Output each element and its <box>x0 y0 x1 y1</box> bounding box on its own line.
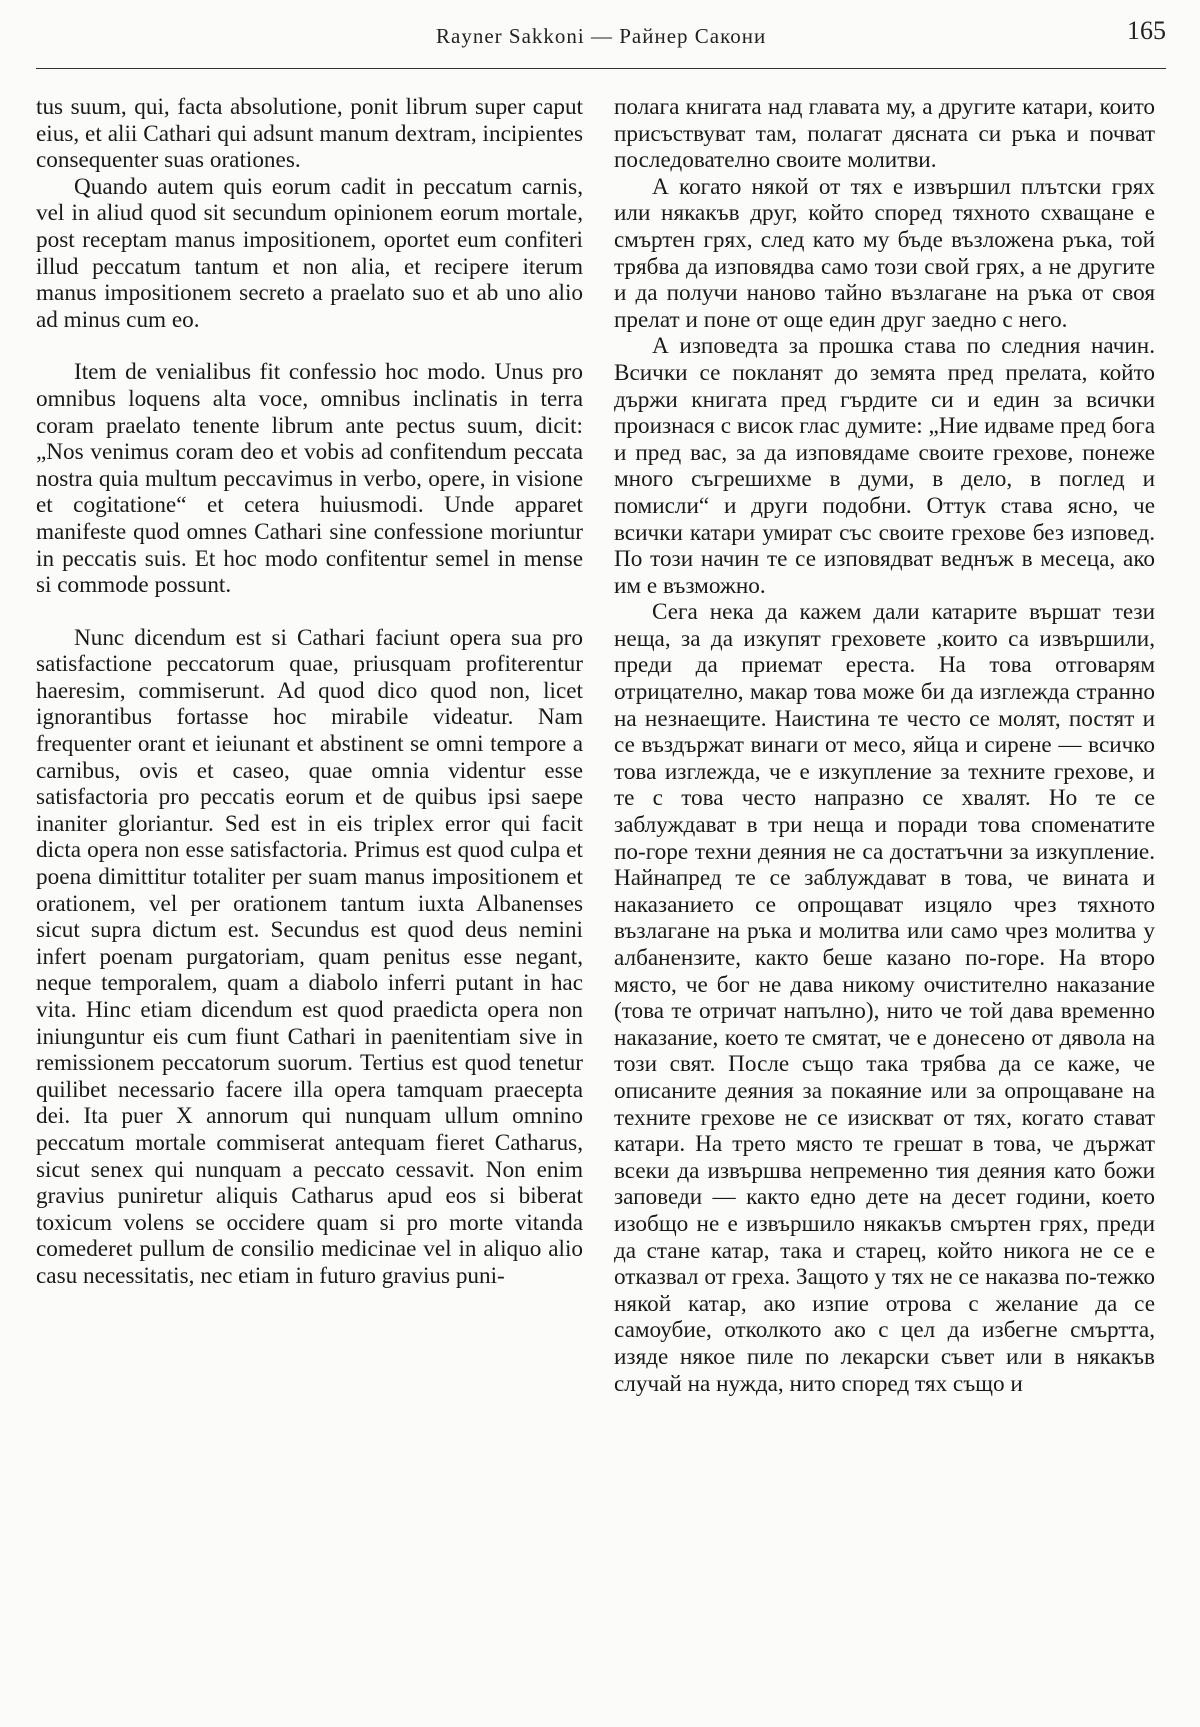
latin-paragraph-4: Nunc dicendum est si Cathari faciunt opera sua pro satisfactione peccatorum quae, priusquam profiterentur haeresim, commiserunt. Ad quod dico quod non, licet ignorantibus fortasse hoc mirabile videatur. Nam frequenter orant et ieiunant et abstinent se omni tempore a carnibus, ovis et caseo, quae omnia videntur esse satisfactoria pro peccatis eorum et de quibus ipsi saepe inaniter gloriantur. Sed est in eis triplex error qui facit dicta opera non esse satisfactoria. Primus est quod culpa et poena dimittitur totaliter per suam manus impositionem et orationem, vel per orationem tantum iuxta Albanenses sicut supra dictum est. Secundus est quod deus nemini infert poenam purgatoriam, quam penitus esse negant, neque temporalem, quam a diabolo inferri putant in hac vita. Hinc etiam dicendum est quod praedicta opera non iniunguntur eis cum fiunt Cathari in paenitentiam sive in remissionem peccatorum suorum. Tertius est quod tenetur quilibet necessario facere illa opera tamquam praecepta dei. Ita puer X annorum qui nunquam ullum omnino peccatum mortale commiserat antequam fieret Catharus, sicut senex qui nunquam a peccato cessavit. Non enim gravius puniretur aliquis Catharus apud eos si biberat toxicum volens se occidere quam si pro morte vitanda comederet pullum de consilio medicinae vel in aliquo alio casu necessitatis, nec etiam in futuro gravius puni- <box>36 624 583 1289</box>
running-head: Rayner Sakkoni — Райнер Сакони <box>436 24 767 48</box>
bulgarian-column <box>614 94 1155 1397</box>
latin-paragraph-3: Item de venialibus fit confessio hoc modo. Unus pro omnibus loquens alta voce, omnibus inclinatis in terra coram praelato tenente librum ante pectus suum, dicit: „Nos venimus coram deo et vobis ad confitendum peccata nostra quia multum peccavimus in verbo, opere, in visione et cogitatione“ et cetera huiusmodi. Unde apparet manifeste quod omnes Cathari sine confessione moriuntur in peccatis suis. Et hoc modo confitentur semel in mense si commode possunt. <box>36 359 583 599</box>
bulgarian-paragraph-2: А когато някой от тях е извършил плътски грях или някакъв друг, който според тяхното схващане е смъртен грях, след като му бъде възложена ръка, той трябва да изповядва само този свой грях, а не другите и да получи наново тайно възлагане на ръка от своя прелат и поне от още един друг заедно с него. <box>614 173 1155 333</box>
latin-paragraph-1: tus suum, qui, facta absolutione, ponit librum super caput eius, et alii Cathari qui adsunt manum dextram, incipientes consequenter suas orationes. <box>36 94 583 174</box>
page-header <box>36 14 1166 70</box>
latin-paragraph-2: Quando autem quis eorum cadit in peccatum carnis, vel in aliud quod sit secundum opinionem eorum mortale, post receptam manus impositionem, oportet eum confiteri illud peccatum tantum et non alia, et recipere iterum manus impositionem secreto a praelato suo et ab uno alio ad minus cum eo. <box>36 173 583 333</box>
bulgarian-paragraph-1: полага книгата над главата му, а другите катари, които присъствуват там, полагат дясната си ръка и почват последователно своите молитви. <box>614 94 1155 174</box>
bulgarian-paragraph-4: Сега нека да кажем дали катарите вършат тези неща, за да изкупят греховете ,които са извършили, преди да приемат ереста. На това отговарям отрицателно, макар това може би да изглежда странно на незнаещите. Наистина те често се молят, постят и се въздържат винаги от месо, яйца и сирене — всичко това изглежда, че е изкупление за техните грехове, и те с това често напразно се хвалят. Но те се заблуждават в три неща и поради това споменатите по-горе техни деяния не са достатъчни за изкупление. Найнапред те се заблуждават в това, че вината и наказанието се опрощават изцяло чрез тяхното възлагане на ръка и молитва или само чрез молитва у албанензите, както беше казано по-горе. На второ място, че бог не дава никому очистително наказание (това те отричат напълно), нито че той дава временно наказание, което те смятат, че е донесено от дявола на този свят. После също така трябва да се каже, че описаните деяния за покаяние или за опрощаване на техните грехове не се изискват от тях, когато стават катари. На трето място те грешат в това, че държат всеки да извършва непременно тия деяния като божи заповеди — както едно дете на десет години, което изобщо не е извършило някакъв смъртен грях, преди да стане катар, така и старец, който никога не се е отказвал от греха. Защото у тях не се наказва по-тежко някой катар, ако изпие отрова с желание да се самоубие, отколкото ако с цел да избегне смъртта, изяде някое пиле по лекарски съвет или в някакъв случай на нужда, нито според тях също и <box>614 599 1155 1397</box>
bulgarian-paragraph-3: А изповедта за прошка става по следния начин. Всички се покланят до земята пред прелата, който държи книгата пред гърдите си и един за всички произнася с висок глас думите: „Ние идваме пред бога и пред вас, за да изповядаме своите грехове, понеже много съгрешихме в думи, в дело, в поглед и помисли“ и други подобни. Оттук става ясно, че всички катари умират със своите грехове без изповед. По този начин те се изповядват веднъж в месеца, ако им е възможно. <box>614 333 1155 599</box>
latin-column <box>36 94 583 1290</box>
header-rule <box>36 68 1166 69</box>
page-number: 165 <box>1127 16 1166 45</box>
